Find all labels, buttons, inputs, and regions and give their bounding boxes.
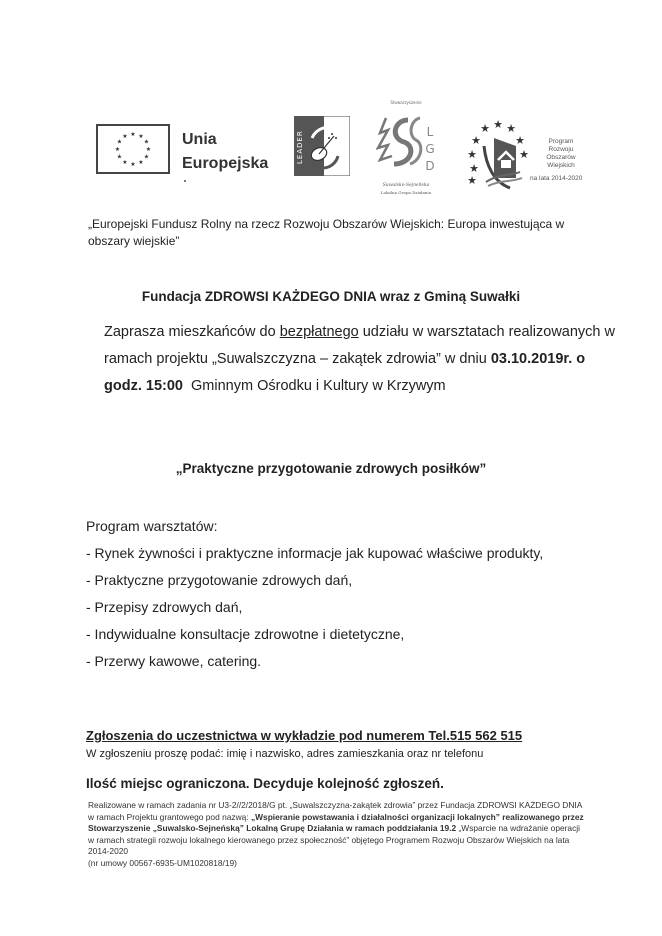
svg-text:★: ★	[467, 148, 477, 161]
program-item: - Indywidualne konsultacje zdrowotne i dietetyczne,	[86, 626, 405, 642]
event-date-time: 03.10.2019r. o godz. 15:00	[104, 351, 586, 394]
free-of-charge-emphasis: bezpłatnego	[279, 324, 359, 340]
program-list	[86, 518, 606, 680]
footer-project-bold: „Wspieranie powstawania i działalności organizacji lokalnych” realizowanego przez Stowarzyszenie „Suwalsko-Sejneńską” Lokalną Grupę Działania w ramach poddziałania 19.2	[88, 811, 584, 834]
prow-line: Program	[548, 138, 574, 145]
svg-text:Stowarzyszenie: Stowarzyszenie	[390, 100, 422, 105]
leader-logo-icon	[294, 116, 350, 176]
program-header: Program warsztatów:	[86, 518, 218, 534]
svg-text:★: ★	[130, 131, 136, 138]
svg-text:★: ★	[519, 148, 529, 161]
svg-text:★: ★	[143, 138, 150, 146]
svg-text:★: ★	[138, 159, 144, 166]
prow-line: Wiejskich	[547, 162, 575, 169]
eu-logo-text	[182, 128, 268, 176]
program-item: - Przepisy zdrowych dań,	[86, 599, 243, 615]
prow-line: Rozwoju	[548, 146, 574, 153]
svg-text:★: ★	[130, 161, 136, 168]
eu-line2: Europejska	[182, 155, 269, 172]
svg-text:★: ★	[114, 146, 121, 153]
eafrd-slogan: „Europejski Fundusz Rolny na rzecz Rozwoju Obszarów Wiejskich: Europa inwestująca w obszary wiejskie”	[88, 217, 565, 248]
eu-line1: Unia	[182, 131, 217, 148]
svg-text:★: ★	[493, 118, 503, 131]
program-item: - Przerwy kawowe, catering.	[86, 653, 262, 669]
svg-text:L: L	[426, 125, 434, 139]
funding-footer	[88, 800, 588, 870]
eu-flag-icon	[96, 124, 170, 174]
svg-text:★: ★	[122, 159, 128, 166]
svg-text:★: ★	[122, 133, 128, 140]
organizer-title: Fundacja ZDROWSI KAŻDEGO DNIA wraz z Gminą Suwałki	[141, 289, 521, 304]
invitation-paragraph	[104, 319, 624, 400]
invite-venue: Gminnym Ośrodku i Kultury w Krzywym	[182, 378, 446, 394]
footer-project-pre: w ramach Projektu grantowego pod nazwą:	[88, 811, 251, 822]
workshop-title: „Praktyczne przygotowanie zdrowych posiłków”	[175, 461, 487, 476]
svg-text:★: ★	[143, 153, 150, 161]
prow-title	[535, 138, 587, 170]
svg-text:★: ★	[515, 134, 525, 147]
limited-seats-notice: Ilość miejsc ograniczona. Decyduje kolejność zgłoszeń.	[86, 776, 444, 791]
svg-text:★: ★	[467, 174, 477, 187]
svg-text:Suwalsko-Sejneńska: Suwalsko-Sejneńska	[382, 183, 430, 188]
svg-text:LEADER: LEADER	[296, 130, 304, 164]
invite-text-1: Zaprasza mieszkańców do	[104, 324, 280, 340]
footer-project-line	[88, 812, 588, 858]
invite-text-2: udziału w warsztatach realizowanych w ramach projektu „Suwalszczyzna – zakątek zdrowia” w dniu	[104, 324, 615, 367]
signup-note: W zgłoszeniu proszę podać: imię i nazwisko, adres zamieszkania oraz nr telefonu	[86, 748, 484, 760]
svg-text:D: D	[425, 159, 435, 173]
svg-text:★: ★	[469, 162, 479, 175]
footer-contract-number: (nr umowy 00567-6935-UM1020818/19)	[88, 857, 237, 868]
program-item: - Praktyczne przygotowanie zdrowych dań,	[86, 572, 353, 588]
svg-text:★: ★	[506, 122, 516, 135]
eu-dot	[184, 180, 186, 182]
svg-text:★: ★	[145, 146, 152, 153]
svg-text:★: ★	[116, 153, 123, 161]
svg-text:Lokalna Grupa Działania: Lokalna Grupa Działania	[380, 190, 432, 195]
prow-years: na lata 2014-2020	[530, 175, 583, 182]
signup-phone-line: Zgłoszenia do uczestnictwa w wykładzie pod numerem Tel.515 562 515	[86, 728, 523, 743]
prow-emblem-icon	[464, 116, 532, 192]
svg-text:★: ★	[480, 122, 490, 135]
svg-text:G: G	[425, 142, 435, 156]
footer-project-post: „Wsparcie na wdrażanie operacji w ramach strategii rozwoju lokalnego kierowanego przez społeczność” objętego Programem Rozwoju Obszarów Wiejskich na lata 2014-2020	[88, 823, 580, 857]
program-item: - Rynek żywności i praktyczne informacje jak kupować właściwe produkty,	[86, 545, 544, 561]
svg-text:★: ★	[471, 134, 481, 147]
svg-text:★: ★	[138, 133, 144, 140]
footer-task-line: Realizowane w ramach zadania nr U3-2//2/2018/G pt. „Suwalszczyzna-zakątek zdrowia” przez Fundacja ZDROWSI KAŻDEGO DNIA	[88, 800, 583, 810]
lgd-logo-icon	[376, 98, 436, 206]
svg-text:★: ★	[116, 138, 123, 146]
prow-line: Obszarów	[546, 154, 576, 161]
